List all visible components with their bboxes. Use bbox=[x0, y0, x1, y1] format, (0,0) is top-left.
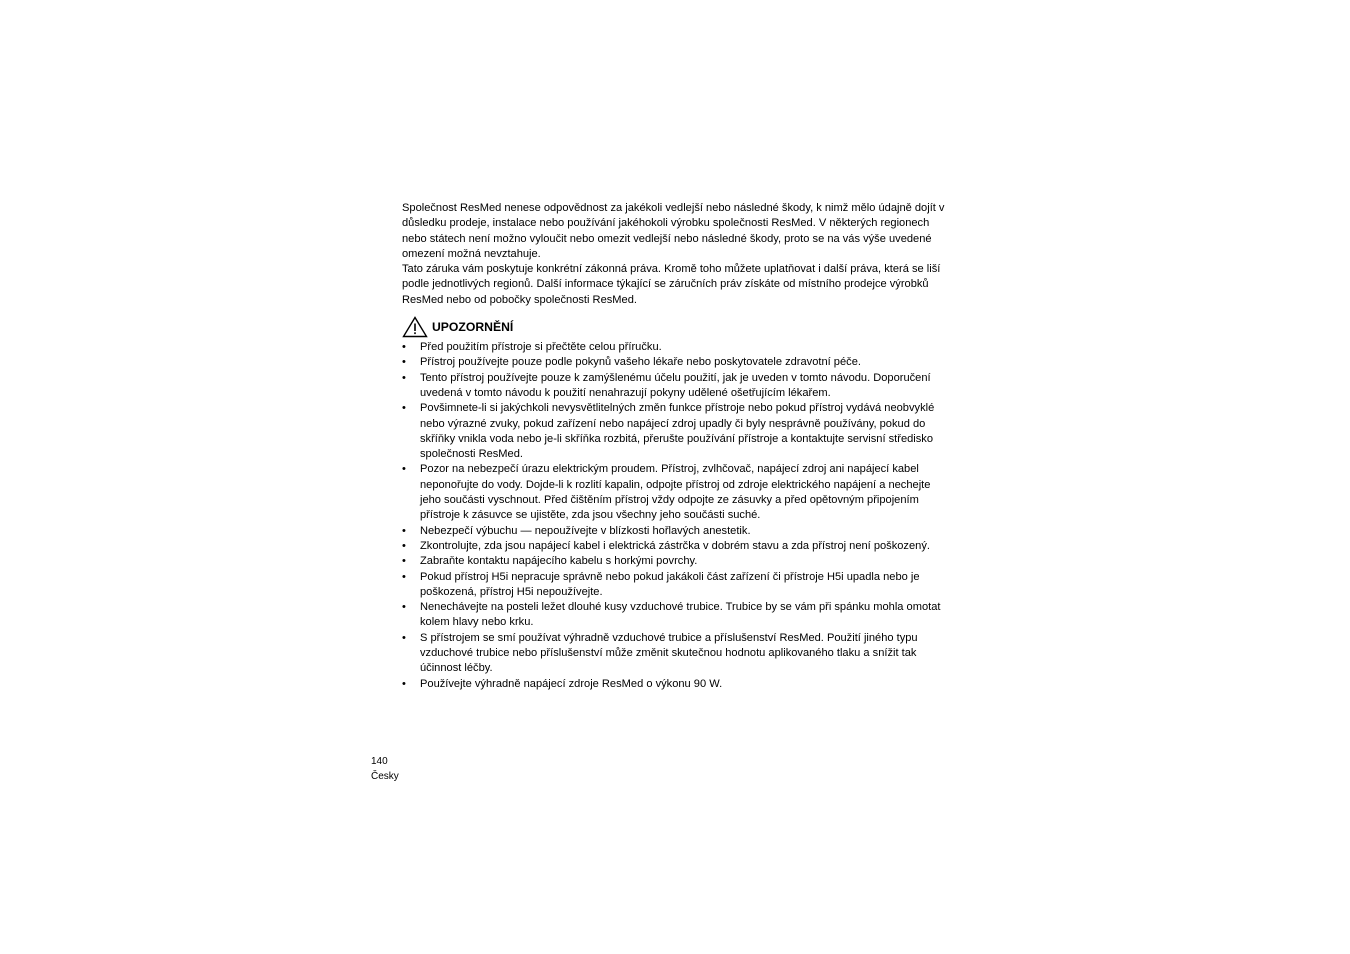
list-item bbox=[402, 401, 948, 462]
liability-paragraph: Společnost ResMed nenese odpovědnost za jakékoli vedlejší nebo následné škody, k nimž mělo údajně dojít v důsledku prodeje, instalace nebo používání jakéhokoli výrobku společnosti ResMed. V některých regionech nebo státech není možno vyloučit nebo omezit vedlejší nebo následné škody, proto se na vás výše uvedené omezení možná nevztahuje. bbox=[402, 202, 945, 260]
list-item bbox=[402, 371, 948, 402]
list-item bbox=[402, 462, 948, 523]
list-item bbox=[402, 539, 948, 554]
page-footer bbox=[371, 755, 399, 784]
list-item bbox=[402, 570, 948, 601]
list-item-text: Tento přístroj používejte pouze k zamýšlenému účelu použití, jak je uveden v tomto návodu. Doporučení uvedená v tomto návodu k použití nenahrazují pokyny udělené ošetřujícím lékařem. bbox=[420, 371, 931, 399]
bullet: • bbox=[402, 570, 406, 583]
bullet: • bbox=[402, 463, 406, 476]
bullet: • bbox=[402, 371, 406, 384]
list-item-text: Nebezpečí výbuchu — nepoužívejte v blízkosti hořlavých anestetik. bbox=[420, 524, 751, 537]
list-item-text: Nenechávejte na posteli ležet dlouhé kusy vzduchové trubice. Trubice by se vám při spánku mohla omotat kolem hlavy nebo krku. bbox=[420, 601, 941, 629]
list-item-text: Zkontrolujte, zda jsou napájecí kabel i elektrická zástrčka v dobrém stavu a zda přístroj není poškozený. bbox=[420, 539, 930, 552]
language-label: Česky bbox=[371, 770, 399, 782]
list-item-text: Pozor na nebezpečí úrazu elektrickým proudem. Přístroj, zvlhčovač, napájecí zdroj ani napájecí kabel neponořujte do vody. Dojde-li k rozlití kapalin, odpojte přístroj od zdroje elektrického napájení a nechejte jeho součásti vyschnout. Před čištěním přístroj vždy odpojte ze zásuvky a před opětovným připojením přístroje k zásuvce se ujistěte, zda jsou všechny jeho součásti suché. bbox=[420, 463, 931, 522]
bullet: • bbox=[402, 555, 406, 568]
list-item-text: Používejte výhradně napájecí zdroje ResMed o výkonu 90 W. bbox=[420, 677, 723, 690]
bullet: • bbox=[402, 631, 406, 644]
bullet: • bbox=[402, 524, 406, 537]
list-item-text: Zabraňte kontaktu napájecího kabelu s horkými povrchy. bbox=[420, 555, 698, 568]
bullet: • bbox=[402, 539, 406, 552]
warning-triangle-icon bbox=[402, 316, 428, 338]
bullet: • bbox=[402, 601, 406, 614]
warning-list bbox=[402, 340, 948, 692]
bullet: • bbox=[402, 402, 406, 415]
list-item bbox=[402, 631, 948, 677]
list-item bbox=[402, 677, 948, 692]
bullet: • bbox=[402, 677, 406, 690]
list-item bbox=[402, 600, 948, 631]
list-item-text: S přístrojem se smí používat výhradně vzduchové trubice a příslušenství ResMed. Použití jiného typu vzduchové trubice nebo příslušenství může změnit skutečnou hodnotu aplikovaného tlaku a snížit tak účinnost léčby. bbox=[420, 631, 918, 675]
list-item bbox=[402, 355, 948, 370]
warning-heading bbox=[402, 316, 948, 338]
list-item-text: Povšimnete-li si jakýchkoli nevysvětlitelných změn funkce přístroje nebo pokud přístroj vydává neobvyklé nebo výrazné zvuky, pokud zařízení nebo napájecí zdroj upadly či byly nesprávně používány, pokud do skříňky vnikla voda nebo je-li skříňka rozbitá, přerušte používání přístroje a kontaktujte servisní středisko společnosti ResMed. bbox=[420, 402, 935, 461]
list-item bbox=[402, 554, 948, 569]
warning-title: UPOZORNĚNÍ bbox=[432, 320, 514, 335]
list-item bbox=[402, 524, 948, 539]
list-item-text: Před použitím přístroje si přečtěte celou příručku. bbox=[420, 341, 662, 354]
page-content bbox=[402, 201, 948, 692]
list-item-text: Pokud přístroj H5i nepracuje správně nebo pokud jakákoli část zařízení či přístroje H5i upadla nebo je poškozená, přístroj H5i nepoužívejte. bbox=[420, 570, 920, 598]
bullet: • bbox=[402, 356, 406, 369]
bullet: • bbox=[402, 341, 406, 354]
warranty-rights-paragraph: Tato záruka vám poskytuje konkrétní zákonná práva. Kromě toho můžete uplatňovat i další práva, která se liší podle jednotlivých regionů. Další informace týkající se záručních práv získáte od místního prodejce výrobků ResMed nebo od pobočky společnosti ResMed. bbox=[402, 263, 941, 306]
list-item bbox=[402, 340, 948, 355]
list-item-text: Přístroj používejte pouze podle pokynů vašeho lékaře nebo poskytovatele zdravotní péče. bbox=[420, 356, 861, 369]
page-number: 140 bbox=[371, 756, 388, 767]
